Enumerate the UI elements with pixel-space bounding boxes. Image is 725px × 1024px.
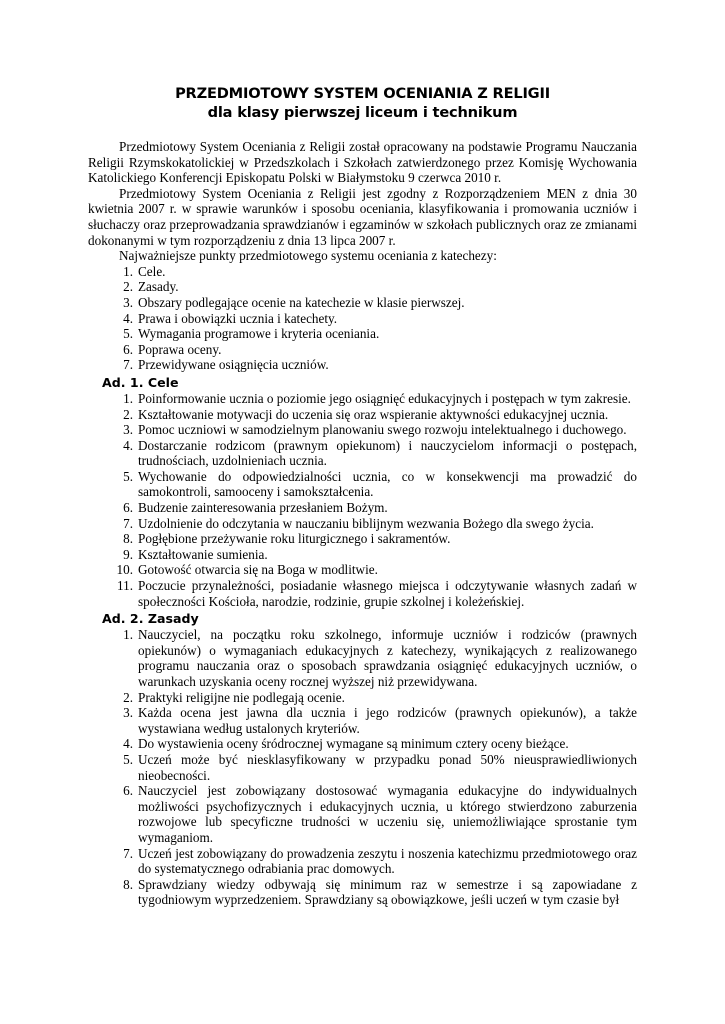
- list-item: [88, 357, 637, 373]
- list-text: Uzdolnienie do odczytania w nauczaniu biblijnym wezwania Bożego dla swego życia.: [138, 515, 594, 531]
- list-item: [88, 326, 637, 342]
- list-number: 2.: [123, 406, 133, 422]
- list-item: [88, 342, 637, 358]
- list-number: 1.: [123, 390, 133, 406]
- list-item: [88, 752, 637, 783]
- list-item: [88, 783, 637, 845]
- list-number: 10.: [116, 562, 133, 578]
- list-number: 8.: [123, 531, 133, 547]
- list-item: [88, 547, 637, 563]
- list-number: 2.: [123, 689, 133, 705]
- list-text: Nauczyciel, na początku roku szkolnego, informuje uczniów i rodziców (prawnych opiekunów) o wymaganiach edukacyjnych z katechezy, wynikających z realizowanego programu nauczania oraz o sposobach sprawdzania osiągnięć edukacyjnych uczniów, o warunkach uzyskania oceny rocznej wyższej niż przewidywana.: [138, 627, 637, 689]
- section-heading-goals: Ad. 1. Cele: [102, 374, 179, 390]
- list-item: [88, 469, 637, 500]
- list-number: 5.: [123, 468, 133, 484]
- list-item: [88, 846, 637, 877]
- intro-paragraph-1: Przedmiotowy System Oceniania z Religii został opracowany na podstawie Programu Nauczania Religii Rzymskokatolickiej w Przedszkolach i Szkołach zatwierdzonego przez Komisję Wychowania Katolickiego Konferencji Episkopatu Polski w Białymstoku 9 czerwca 2010 r.: [88, 139, 637, 186]
- list-text: Pogłębione przeżywanie roku liturgicznego i sakramentów.: [138, 531, 451, 547]
- list-item: [88, 736, 637, 752]
- list-item: [88, 877, 637, 908]
- intro-paragraph-2: Przedmiotowy System Oceniania z Religii jest zgodny z Rozporządzeniem MEN z dnia 30 kwietnia 2007 r. w sprawie warunków i sposobu oceniania, klasyfikowania i promowania uczniów i słuchaczy oraz przeprowadzania sprawdzianów i egzaminów w szkołach publicznych oraz ze zmianami dokonanymi w tym rozporządzeniu z dnia 13 lipca 2007 r.: [88, 185, 637, 248]
- list-number: 7.: [123, 845, 133, 861]
- list-text: Obszary podlegające ocenie na katechezie w klasie pierwszej.: [138, 294, 465, 310]
- list-text: Prawa i obowiązki ucznia i katechety.: [138, 310, 338, 326]
- list-number: 6.: [123, 783, 133, 799]
- list-item: [88, 264, 637, 280]
- list-item: [88, 422, 637, 438]
- list-number: 5.: [123, 326, 133, 342]
- list-number: 6.: [123, 341, 133, 357]
- list-text: Sprawdziany wiedzy odbywają się minimum raz w semestrze i są zapowiadane z tygodniowym wyprzedzeniem. Sprawdziany są obowiązkowe, jeśli uczeń w tym czasie był: [138, 876, 637, 908]
- list-item: [88, 500, 637, 516]
- list-item: [88, 578, 637, 609]
- list-number: 7.: [123, 357, 133, 373]
- list-text: Poczucie przynależności, posiadanie własnego miejsca i odczytywanie własnych zadań w społeczności Kościoła, narodzie, rodzinie, grupie szkolnej i koleżeńskiej.: [138, 578, 637, 609]
- list-number: 9.: [123, 546, 133, 562]
- list-item: [88, 516, 637, 532]
- list-item: [88, 279, 637, 295]
- list-number: 3.: [123, 294, 133, 310]
- list-text: Praktyki religijne nie podlegają ocenie.: [138, 689, 345, 705]
- list-item: [88, 407, 637, 423]
- list-text: Poinformowanie ucznia o poziomie jego osiągnięć edukacyjnych i postępach w tym zakresie.: [138, 390, 631, 406]
- document-subtitle: dla klasy pierwszej liceum i technikum: [207, 104, 518, 121]
- list-text: Poprawa oceny.: [138, 341, 222, 357]
- list-text: Cele.: [138, 263, 166, 279]
- list-number: 7.: [123, 515, 133, 531]
- list-text: Uczeń jest zobowiązany do prowadzenia zeszytu i noszenia katechizmu przedmiotowego oraz do systematycznego odrabiania prac domowych.: [138, 845, 637, 877]
- list-number: 2.: [123, 279, 133, 295]
- list-item: [88, 627, 637, 689]
- list-text: Zasady.: [138, 279, 179, 295]
- list-number: 4.: [123, 310, 133, 326]
- list-text: Do wystawienia oceny śródrocznej wymagane są minimum cztery oceny bieżące.: [138, 736, 569, 752]
- document-title: PRZEDMIOTOWY SYSTEM OCENIANIA Z RELIGII: [175, 85, 550, 102]
- list-item: [88, 438, 637, 469]
- list-number: 3.: [123, 422, 133, 438]
- section-heading-rules: Ad. 2. Zasady: [102, 611, 199, 627]
- list-text: Wychowanie do odpowiedzialności ucznia, co w konsekwencji ma prowadzić do samokontroli, samooceny i samokształcenia.: [138, 468, 637, 500]
- list-item: [88, 562, 637, 578]
- list-number: 8.: [123, 876, 133, 892]
- list-text: Kształtowanie sumienia.: [138, 546, 268, 562]
- title-block: [88, 84, 637, 122]
- list-number: 5.: [123, 751, 133, 767]
- list-item: [88, 705, 637, 736]
- list-text: Wymagania programowe i kryteria oceniania.: [138, 326, 380, 342]
- list-number: 4.: [123, 437, 133, 453]
- list-number: 6.: [123, 500, 133, 516]
- list-item: [88, 311, 637, 327]
- goals-list: [88, 391, 637, 609]
- list-number: 1.: [123, 627, 133, 643]
- list-text: Kształtowanie motywacji do uczenia się oraz wspieranie aktywności edukacyjnej ucznia.: [138, 406, 609, 422]
- list-text: Uczeń może być niesklasyfikowany w przypadku ponad 50% nieusprawiedliwionych nieobecności.: [138, 751, 637, 783]
- list-number: 4.: [123, 736, 133, 752]
- list-number: 1.: [123, 263, 133, 279]
- list-item: [88, 531, 637, 547]
- list-text: Dostarczanie rodzicom (prawnym opiekunom) i nauczycielom informacji o postępach, trudnościach, uzdolnieniach ucznia.: [138, 437, 637, 469]
- list-text: Gotowość otwarcia się na Boga w modlitwie.: [138, 562, 378, 578]
- list-text: Budzenie zainteresowania przesłaniem Bożym.: [138, 500, 388, 516]
- list-number: 3.: [123, 705, 133, 721]
- list-text: Pomoc uczniowi w samodzielnym planowaniu swego rozwoju intelektualnego i duchowego.: [138, 422, 627, 438]
- points-intro: Najważniejsze punkty przedmiotowego systemu oceniania z katechezy:: [119, 248, 497, 264]
- list-item: [88, 295, 637, 311]
- list-text: Nauczyciel jest zobowiązany dostosować wymagania edukacyjne do indywidualnych możliwości psychofizycznych i edukacyjnych ucznia, u którego stwierdzono zaburzenia rozwojowe lub specyficzne trudności w uczeniu się, uniemożliwiające sprostanie tym wymaganiom.: [138, 783, 637, 845]
- list-item: [88, 690, 637, 706]
- key-points-list: [88, 264, 637, 373]
- rules-list: [88, 627, 637, 908]
- list-text: Przewidywane osiągnięcia uczniów.: [138, 357, 329, 373]
- list-text: Każda ocena jest jawna dla ucznia i jego rodziców (prawnych opiekunów), a także wystawiana według ustalonych kryteriów.: [138, 705, 637, 736]
- list-number: 11.: [117, 578, 133, 594]
- list-item: [88, 391, 637, 407]
